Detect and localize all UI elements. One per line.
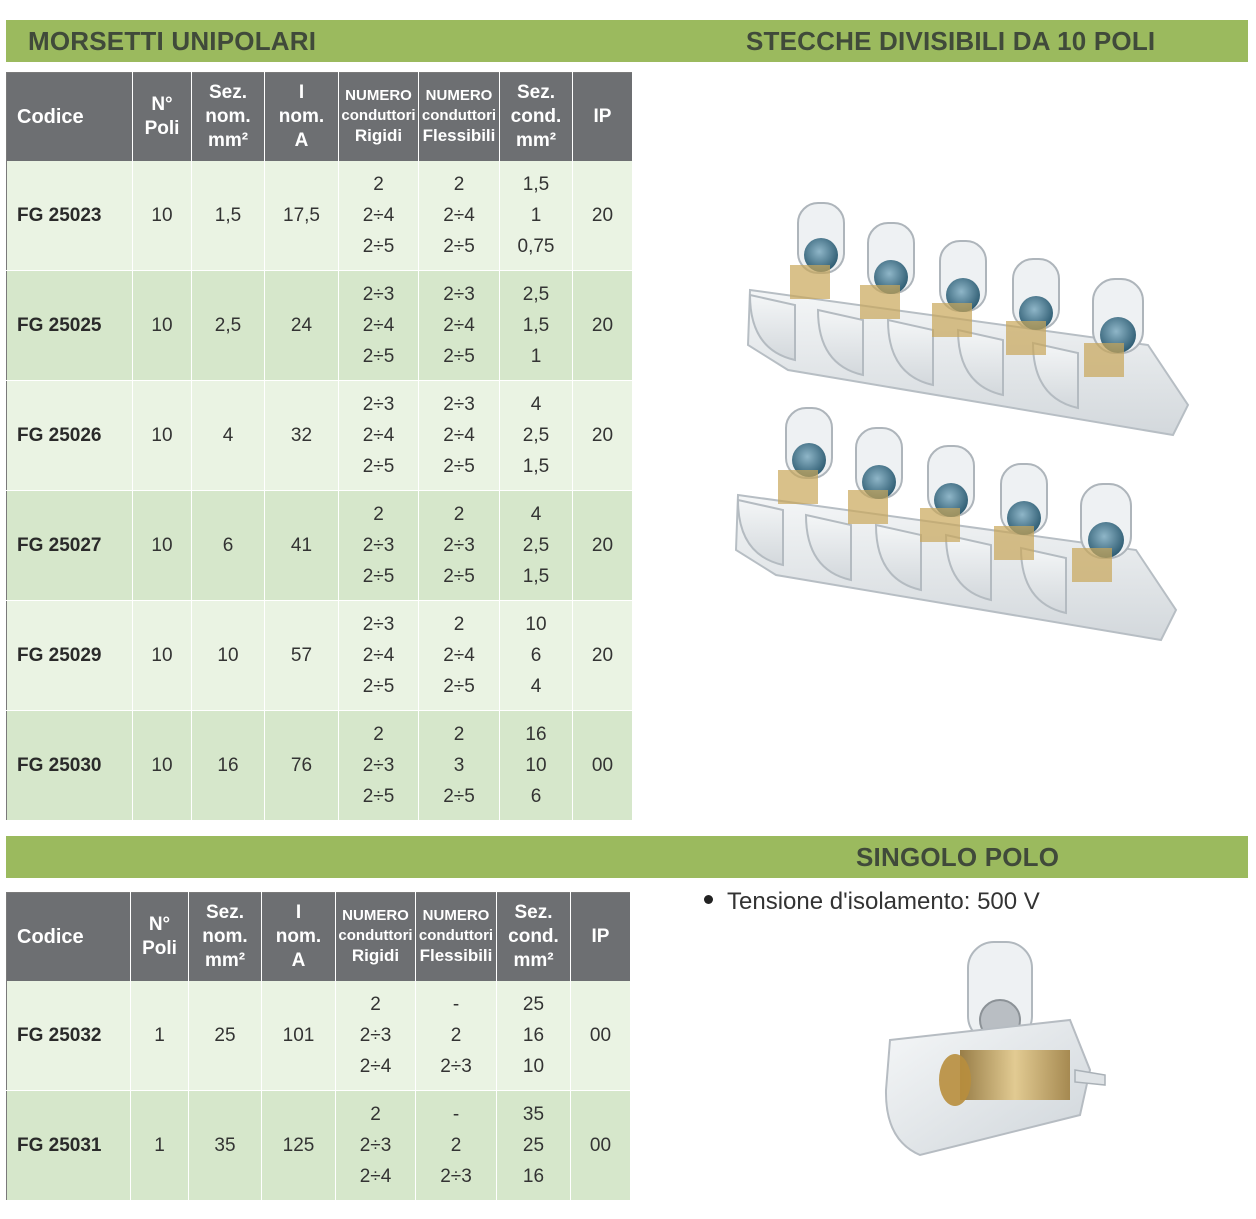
cell-rigidi: 2÷3 2÷4 2÷5 (339, 271, 419, 381)
insulation-voltage-bullet (704, 888, 1040, 916)
title-stecche-divisibili: STECCHE DIVISIBILI DA 10 POLI (746, 26, 1156, 56)
table-row (7, 271, 633, 381)
cell-sez: 10 (192, 601, 265, 711)
cell-sez: 35 (189, 1091, 262, 1201)
header-i-nom: I nom. A (265, 73, 339, 161)
cell-flessibili: 2÷3 2÷4 2÷5 (419, 271, 500, 381)
header-codice: Codice (7, 73, 133, 161)
cell-flessibili: - 2 2÷3 (416, 1091, 497, 1201)
cell-flessibili: 2 2÷3 2÷5 (419, 491, 500, 601)
cell-rigidi: 2 2÷3 2÷5 (339, 491, 419, 601)
table-row (7, 491, 633, 601)
cell-ip: 00 (573, 711, 633, 821)
cell-cond: 25 16 10 (497, 981, 571, 1091)
strip-upper (748, 203, 1188, 435)
cell-rigidi: 2 2÷3 2÷4 (336, 1091, 416, 1201)
title-singolo-polo: SINGOLO POLO (856, 842, 1060, 872)
cell-codice: FG 25029 (7, 601, 133, 711)
cell-poli: 10 (133, 491, 192, 601)
header-rigidi: NUMERO conduttori Rigidi (339, 73, 419, 161)
cell-i: 41 (265, 491, 339, 601)
cell-poli: 1 (131, 981, 189, 1091)
table-row (7, 381, 633, 491)
cell-codice: FG 25031 (7, 1091, 131, 1201)
cell-sez: 6 (192, 491, 265, 601)
header-ip: IP (571, 893, 631, 981)
cell-flessibili: 2 2÷4 2÷5 (419, 161, 500, 271)
header-flessibili: NUMERO conduttori Flessibili (419, 73, 500, 161)
header-sez-cond: Sez. cond. mm² (497, 893, 571, 981)
cell-poli: 1 (131, 1091, 189, 1201)
table-row (7, 161, 633, 271)
cell-rigidi: 2÷3 2÷4 2÷5 (339, 601, 419, 711)
strip-lower (736, 408, 1176, 640)
cell-cond: 4 2,5 1,5 (500, 381, 573, 491)
cell-i: 125 (262, 1091, 336, 1201)
table-header-row (7, 893, 631, 981)
header-i-nom: I nom. A (262, 893, 336, 981)
cell-i: 101 (262, 981, 336, 1091)
singolo-polo-band (6, 836, 1248, 878)
cell-i: 17,5 (265, 161, 339, 271)
cell-ip: 20 (573, 381, 633, 491)
cell-ip: 20 (573, 161, 633, 271)
cell-flessibili: 2÷3 2÷4 2÷5 (419, 381, 500, 491)
table-row (7, 981, 631, 1091)
cell-ip: 20 (573, 601, 633, 711)
cell-rigidi: 2 2÷3 2÷4 (336, 981, 416, 1091)
cell-codice: FG 25027 (7, 491, 133, 601)
cell-ip: 20 (573, 491, 633, 601)
cell-i: 57 (265, 601, 339, 711)
cell-cond: 4 2,5 1,5 (500, 491, 573, 601)
header-codice: Codice (7, 893, 131, 981)
table-row (7, 1091, 631, 1201)
bullet-text: Tensione d'isolamento: 500 V (727, 888, 1040, 915)
cell-ip: 00 (571, 1091, 631, 1201)
cell-flessibili: 2 3 2÷5 (419, 711, 500, 821)
cell-i: 32 (265, 381, 339, 491)
singolo-polo-table (6, 892, 631, 1201)
cell-cond: 16 10 6 (500, 711, 573, 821)
header-ip: IP (573, 73, 633, 161)
header-sez-nom: Sez. nom. mm² (192, 73, 265, 161)
cell-sez: 1,5 (192, 161, 265, 271)
single-pole-terminal-photo (880, 940, 1120, 1175)
header-sez-nom: Sez. nom. mm² (189, 893, 262, 981)
bullet-dot-icon (704, 895, 713, 904)
table-row (7, 601, 633, 711)
table-row (7, 711, 633, 821)
cell-cond: 10 6 4 (500, 601, 573, 711)
cell-cond: 35 25 16 (497, 1091, 571, 1201)
morsetti-unipolari-table (6, 72, 633, 821)
cell-sez: 2,5 (192, 271, 265, 381)
cell-rigidi: 2÷3 2÷4 2÷5 (339, 381, 419, 491)
cell-codice: FG 25023 (7, 161, 133, 271)
cell-codice: FG 25025 (7, 271, 133, 381)
table-header-row (7, 73, 633, 161)
cell-cond: 2,5 1,5 1 (500, 271, 573, 381)
title-morsetti-unipolari: MORSETTI UNIPOLARI (28, 26, 317, 56)
terminal-strip-10-pole-photo (728, 195, 1198, 665)
cell-poli: 10 (133, 161, 192, 271)
cell-rigidi: 2 2÷4 2÷5 (339, 161, 419, 271)
cell-sez: 4 (192, 381, 265, 491)
cell-i: 24 (265, 271, 339, 381)
cell-codice: FG 25026 (7, 381, 133, 491)
cell-poli: 10 (133, 271, 192, 381)
cell-ip: 00 (571, 981, 631, 1091)
header-poli: N° Poli (131, 893, 189, 981)
cell-sez: 25 (189, 981, 262, 1091)
cell-i: 76 (265, 711, 339, 821)
cell-rigidi: 2 2÷3 2÷5 (339, 711, 419, 821)
cell-cond: 1,5 1 0,75 (500, 161, 573, 271)
header-rigidi: NUMERO conduttori Rigidi (336, 893, 416, 981)
top-header-band (6, 20, 1248, 62)
cell-ip: 20 (573, 271, 633, 381)
cell-sez: 16 (192, 711, 265, 821)
header-flessibili: NUMERO conduttori Flessibili (416, 893, 497, 981)
cell-poli: 10 (133, 711, 192, 821)
cell-poli: 10 (133, 381, 192, 491)
cell-flessibili: 2 2÷4 2÷5 (419, 601, 500, 711)
cell-flessibili: - 2 2÷3 (416, 981, 497, 1091)
cell-poli: 10 (133, 601, 192, 711)
cell-codice: FG 25030 (7, 711, 133, 821)
header-poli: N° Poli (133, 73, 192, 161)
header-sez-cond: Sez. cond. mm² (500, 73, 573, 161)
cell-codice: FG 25032 (7, 981, 131, 1091)
